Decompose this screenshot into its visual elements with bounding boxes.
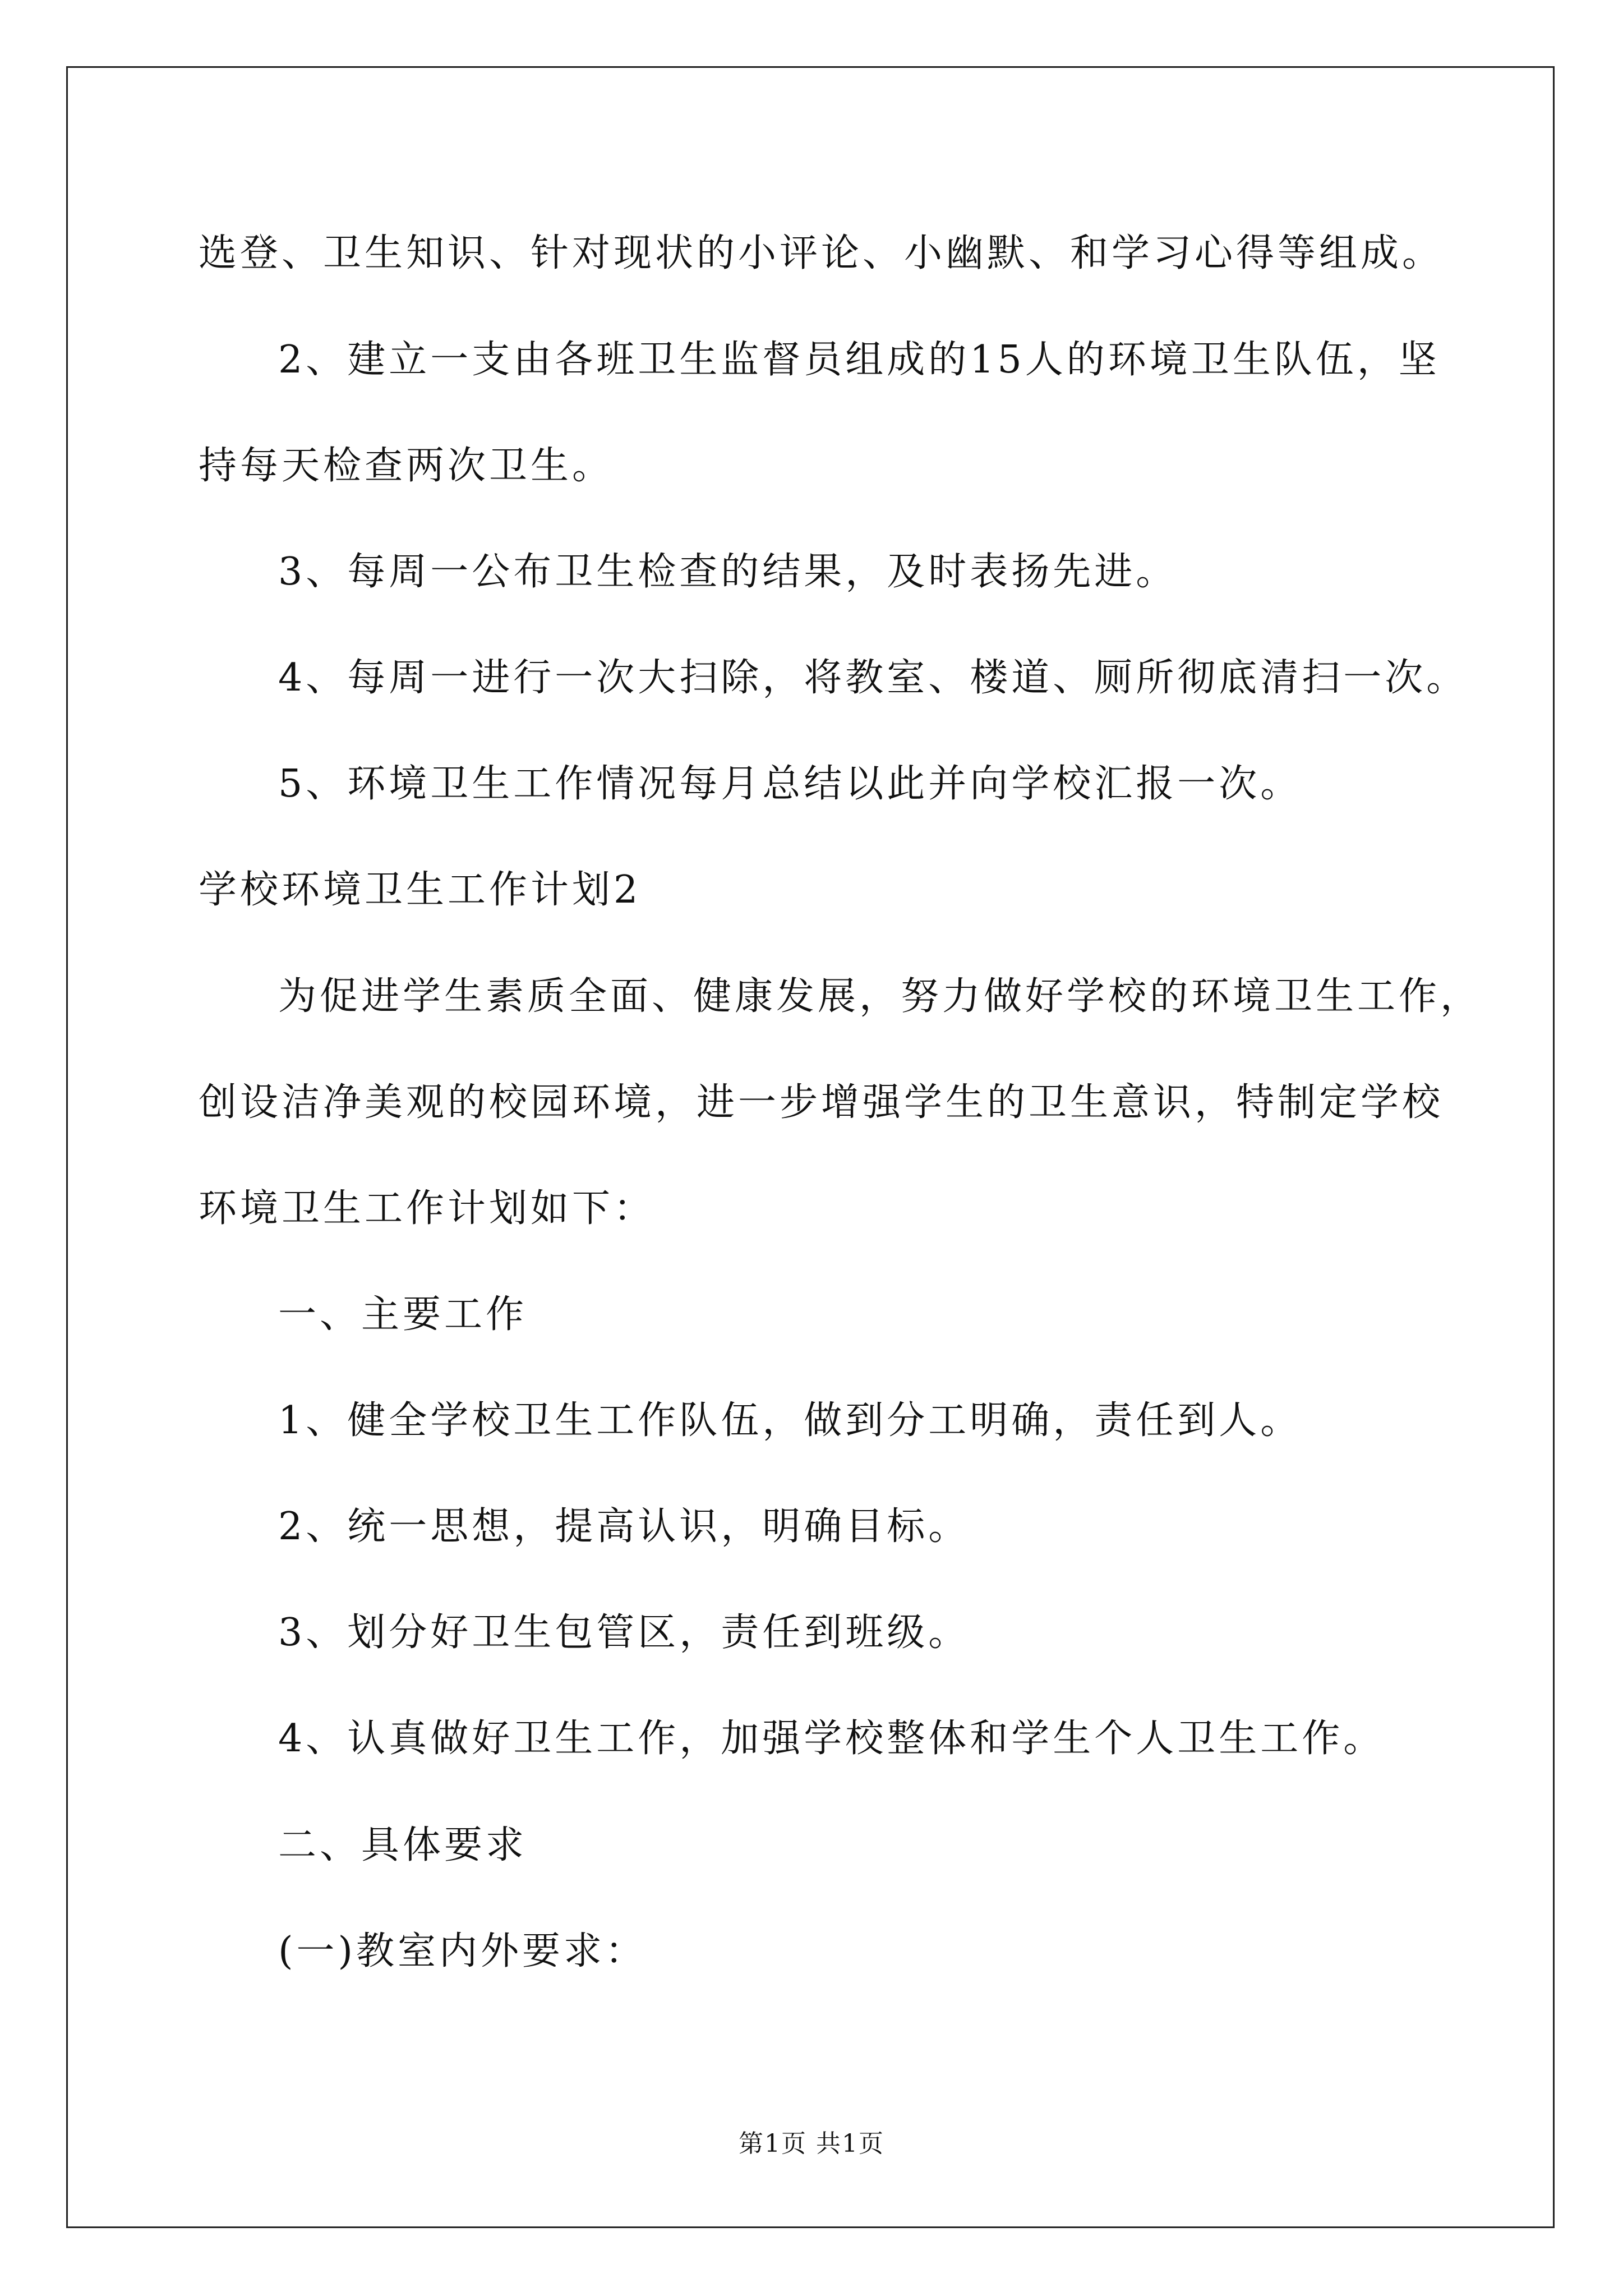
text-line-10: 环境卫生工作计划如下： <box>199 1186 656 1231</box>
text-line-2: 2、建立一支由各班卫生监督员组成的15人的环境卫生队伍，坚 <box>278 338 1440 382</box>
text-line-14: 3、划分好卫生包管区，责任到班级。 <box>278 1611 970 1655</box>
text-line-17: (一)教室内外要求： <box>278 1929 647 1973</box>
page-border <box>66 66 1555 2228</box>
text-line-5: 4、每周一进行一次大扫除，将教室、楼道、厕所彻底清扫一次。 <box>278 656 1468 700</box>
text-line-15: 4、认真做好卫生工作，加强学校整体和学生个人卫生工作。 <box>278 1717 1385 1761</box>
subheading-requirements: 二、具体要求 <box>278 1823 528 1867</box>
section-heading: 学校环境卫生工作计划2 <box>199 868 642 912</box>
text-line-3: 持每天检查两次卫生。 <box>199 444 614 488</box>
page-number-footer: 第1页 共1页 <box>739 2129 884 2158</box>
text-line-4: 3、每周一公布卫生检查的结果，及时表扬先进。 <box>278 550 1178 594</box>
text-line-6: 5、环境卫生工作情况每月总结以此并向学校汇报一次。 <box>278 762 1302 806</box>
subheading-main-work: 一、主要工作 <box>278 1292 528 1337</box>
text-line-8: 为促进学生素质全面、健康发展，努力做好学校的环境卫生工作， <box>278 974 1482 1019</box>
text-line-12: 1、健全学校卫生工作队伍，做到分工明确，责任到人。 <box>278 1398 1302 1443</box>
text-line-1: 选登、卫生知识、针对现状的小评论、小幽默、和学习心得等组成。 <box>199 231 1444 275</box>
text-line-13: 2、统一思想，提高认识，明确目标。 <box>278 1504 970 1549</box>
text-line-9: 创设洁净美观的校园环境，进一步增强学生的卫生意识，特制定学校 <box>199 1080 1444 1125</box>
